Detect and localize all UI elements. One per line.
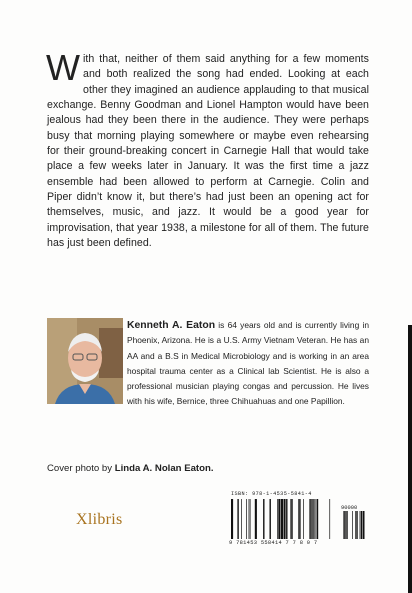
excerpt-text: ith that, neither of them said anything for a few moments and both realized the song had ended. Looking at each other they imagined an audience applauding to that musical exchange. Benny Goodman and Lionel Hampton would have been jealous had they been there in the audience. They were perhaps busy that morning playing somewhere or maybe even rehearsing for their ground-breaking concert in Carnegie Hall that would take place a few weeks later in January. It was the first time a jazz ensemble had been allowed to perform at Carnegie. Colin and Piper didn’t know it, but there’s had just been an opening act for themselves, music, and jazz. It would be a good year for improvisation, that year 1938, a milestone for all of them. The future has just been defined. (47, 53, 369, 250)
barcode-bar (250, 499, 251, 539)
barcode-bar (357, 511, 358, 539)
right-edge-bar (408, 325, 412, 593)
barcode-bar (316, 499, 317, 539)
ean-digits: 9 781453 558414 7 7 8 0 7 (229, 540, 318, 546)
barcode-bar (290, 499, 291, 539)
isbn-barcode (231, 499, 331, 539)
barcode-bar (360, 511, 361, 539)
barcode-bar (314, 499, 315, 539)
barcode-bar (343, 511, 344, 539)
barcode-bar (231, 499, 233, 539)
author-name: Kenneth A. Eaton (127, 320, 216, 331)
barcode-bar (329, 499, 330, 539)
barcode-bar (299, 499, 300, 539)
barcode-bar (313, 499, 314, 539)
author-bio (47, 318, 369, 410)
barcode-bar (311, 499, 312, 539)
barcode-bar (317, 499, 318, 539)
barcode-bar (284, 499, 286, 539)
barcode-bar (292, 499, 293, 539)
barcode-bar (255, 499, 257, 539)
cover-photo-credit (47, 463, 214, 474)
drop-cap: W (46, 47, 81, 88)
price-barcode (337, 511, 365, 539)
barcode-bar (246, 499, 247, 539)
barcode-bar (347, 511, 348, 539)
photographer-name: Linda A. Nolan Eaton. (114, 463, 214, 474)
barcode-bar (355, 511, 356, 539)
barcode-bar (352, 511, 353, 539)
barcode-bar (237, 499, 238, 539)
barcode-bar (286, 499, 287, 539)
barcode-bar (303, 499, 304, 539)
isbn-label: ISBN: 978-1-4535-5841-4 (231, 491, 312, 497)
barcode-bar (277, 499, 278, 539)
book-excerpt (46, 47, 369, 251)
cover-credit-prefix: Cover photo by (47, 463, 115, 474)
barcode-bar (249, 499, 250, 539)
barcode-bar (278, 499, 280, 539)
barcode-bar (345, 511, 346, 539)
barcode-bar (241, 499, 242, 539)
publisher-logo: Xlibris (76, 511, 123, 528)
barcode-bar (363, 511, 364, 539)
barcode-bar (309, 499, 310, 539)
barcode-bar (281, 499, 283, 539)
barcode-bar (361, 511, 362, 539)
barcode-bar (298, 499, 299, 539)
barcode-bar (263, 499, 264, 539)
price-code: 90000 (341, 505, 358, 511)
author-bio-text: is 64 years old and is currently living in Phoenix, Arizona. He is a U.S. Army Vietnam Veteran. He has an AA and a B.S in Medical Microbiology and is working in an area hospital trauma center as a Clinical lab Scientist. He is also a professional musician playing congas and percussion. He lives with his wife, Bernice, three Chihuahuas and one Papillion. (127, 320, 369, 407)
barcode-bar (270, 499, 271, 539)
